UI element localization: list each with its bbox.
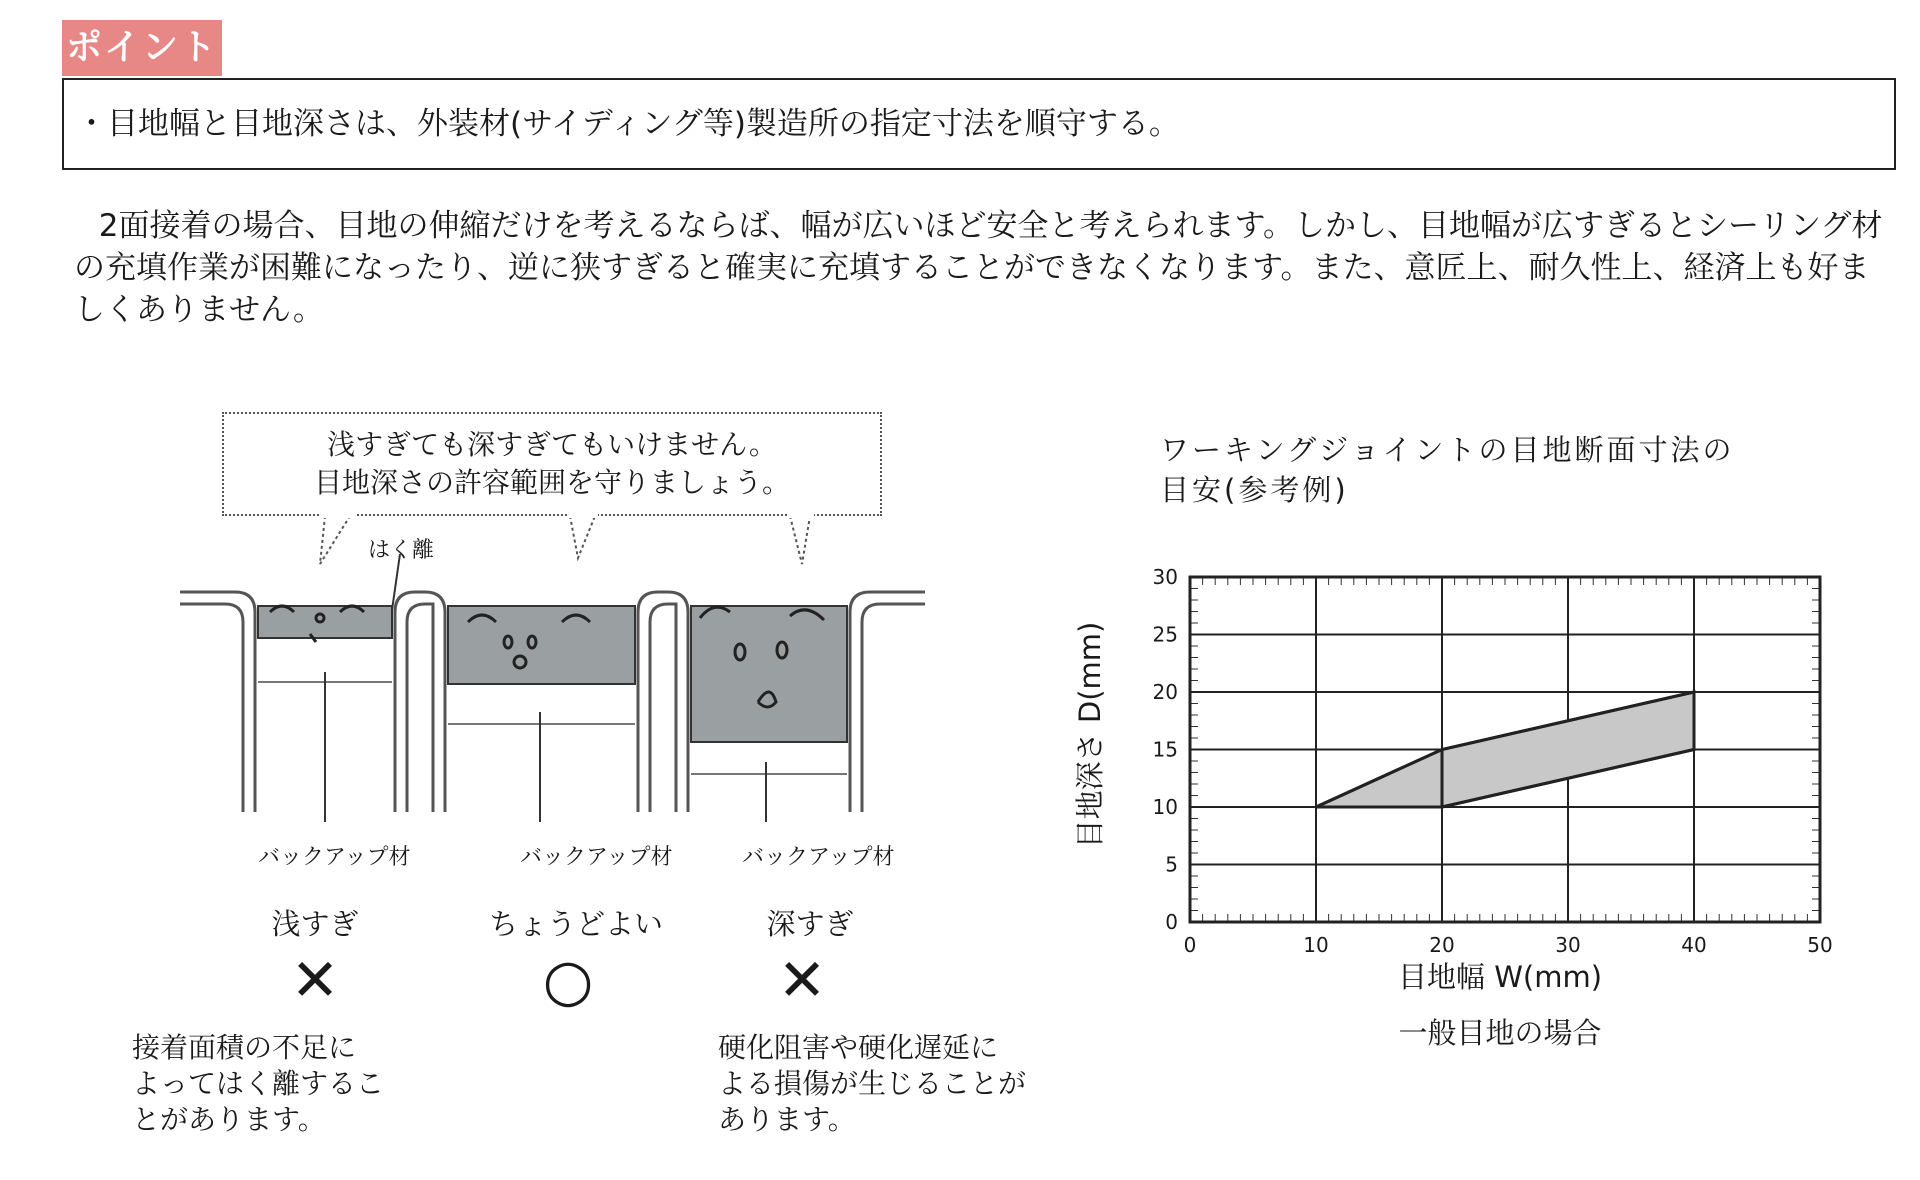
ng-mark-shallow: ✕ xyxy=(290,946,340,1014)
chart-title xyxy=(1160,430,1735,510)
backup-label-2: バックアップ材 xyxy=(520,845,673,870)
chart-title-line-2: 目安(参考例) xyxy=(1160,473,1349,507)
ng-mark-deep: ✕ xyxy=(777,946,827,1014)
y-tick-labels xyxy=(1153,565,1178,934)
note-shallow xyxy=(132,1030,384,1138)
y-tick-label: 25 xyxy=(1152,622,1178,647)
note-shallow-line-3: とがあります。 xyxy=(132,1103,326,1136)
y-tick-label: 15 xyxy=(1152,737,1178,762)
note-deep-line-3: あります。 xyxy=(718,1103,856,1136)
note-deep-line-1: 硬化阻害や硬化遅延に xyxy=(718,1031,999,1064)
chart-title-line-1: ワーキングジョイントの目地断面寸法の xyxy=(1160,433,1735,467)
x-tick-label: 10 xyxy=(1303,933,1329,957)
bubble-line-1: 浅すぎても深すぎてもいけません。 xyxy=(327,428,777,461)
intro-paragraph: 2面接着の場合、目地の伸縮だけを考えるならば、幅が広いほど安全と考えられます。しかし、目地幅が広すぎるとシーリング材の充填作業が困難になったり、逆に狭すぎると確実に充填することができなくなります。また、意匠上、耐久性上、経済上も好ましくありません。 xyxy=(74,208,1883,328)
x-tick-label: 50 xyxy=(1807,933,1833,957)
y-axis-label: 目地深さ D(mm) xyxy=(1073,621,1107,849)
case-label-deep: 深すぎ xyxy=(766,907,854,941)
case-label-shallow: 浅すぎ xyxy=(271,907,359,941)
ok-mark-good: ○ xyxy=(542,946,594,1014)
bubble-tail-middle-mask xyxy=(568,512,598,518)
y-tick-label: 10 xyxy=(1152,795,1178,819)
point-text: ・目地幅と目地深さは、外装材(サイディング等)製造所の指定寸法を順守する。 xyxy=(76,106,1180,142)
note-deep xyxy=(718,1030,1026,1138)
y-tick-label: 5 xyxy=(1165,852,1178,877)
peel-label: はく離 xyxy=(368,538,435,563)
x-tick-label: 30 xyxy=(1555,933,1581,957)
x-tick-label: 20 xyxy=(1429,933,1455,957)
point-badge: ポイント xyxy=(62,20,222,76)
backup-label-3: バックアップ材 xyxy=(742,845,895,870)
case-label-good: ちょうどよい xyxy=(488,907,663,941)
x-axis-label: 目地幅 W(mm) xyxy=(1397,960,1603,994)
joint-illustration xyxy=(170,512,940,842)
point-box xyxy=(62,78,1896,170)
x-tick-label: 40 xyxy=(1681,933,1707,957)
sealant-shallow xyxy=(258,606,392,638)
chart-caption: 一般目地の場合 xyxy=(1398,1016,1602,1050)
backup-label-1: バックアップ材 xyxy=(258,845,411,870)
note-deep-line-2: よる損傷が生じることが xyxy=(718,1067,1027,1100)
bubble-tail-right-mask xyxy=(788,512,814,518)
joint-size-chart xyxy=(1070,555,1850,1065)
sealant-deep xyxy=(691,606,847,742)
x-tick-labels xyxy=(1184,933,1833,957)
bubble-line-2: 目地深さの許容範囲を守りましょう。 xyxy=(313,466,790,499)
bubble-tail-right xyxy=(790,516,810,564)
y-tick-label: 30 xyxy=(1152,565,1178,589)
note-shallow-line-1: 接着面積の不足に xyxy=(132,1031,357,1064)
note-shallow-line-2: よってはく離するこ xyxy=(132,1067,385,1100)
bubble-tail-left xyxy=(320,516,350,564)
bubble-tail-left-mask xyxy=(320,512,355,518)
speech-bubble xyxy=(222,412,882,516)
y-tick-label: 20 xyxy=(1152,680,1178,704)
y-tick-label: 0 xyxy=(1165,910,1178,934)
x-tick-label: 0 xyxy=(1183,933,1197,957)
bubble-tail-middle xyxy=(570,516,595,558)
